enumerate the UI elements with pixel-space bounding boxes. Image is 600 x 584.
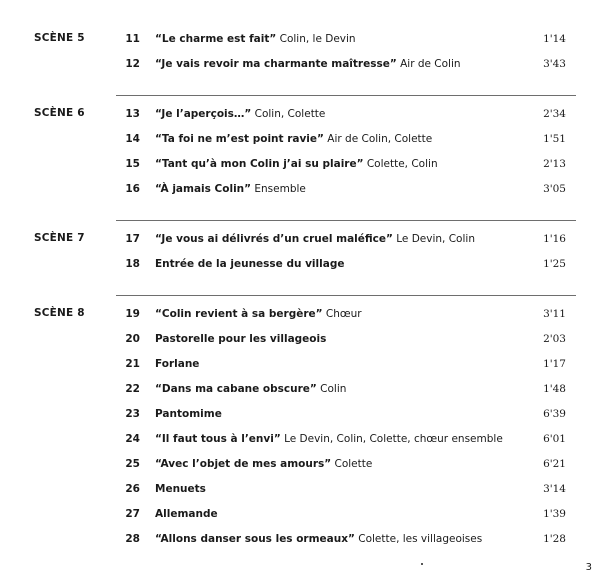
track-title: “Je vais revoir ma charmante maîtresse” — [155, 58, 397, 70]
track-row — [0, 407, 600, 432]
track-title-line — [155, 382, 346, 396]
track-duration: 1'48 — [543, 383, 566, 395]
track-title: Allemande — [155, 508, 218, 520]
track-number: 26 — [125, 483, 140, 495]
track-number: 23 — [125, 408, 140, 420]
track-title-line — [155, 532, 482, 546]
track-number: 16 — [125, 183, 140, 195]
track-title: “Il faut tous à l’envi” — [155, 433, 281, 445]
track-duration: 2'34 — [543, 108, 566, 120]
track-number: 24 — [125, 433, 140, 445]
track-row — [0, 357, 600, 382]
track-title-line — [155, 132, 432, 146]
track-title: “Ta foi ne m’est point ravie” — [155, 133, 324, 145]
track-row — [0, 432, 600, 457]
track-title-line — [155, 232, 475, 246]
track-performers: Le Devin, Colin — [392, 233, 475, 245]
track-number: 22 — [125, 383, 140, 395]
track-title-line — [155, 332, 326, 346]
track-performers: Colin, le Devin — [276, 33, 356, 45]
track-duration: 2'13 — [543, 158, 566, 170]
track-row — [0, 257, 600, 282]
track-performers: Air de Colin — [396, 58, 461, 70]
track-duration: 1'14 — [543, 33, 566, 45]
track-title-line — [155, 307, 362, 321]
track-title: Pastorelle pour les villageois — [155, 333, 327, 345]
track-title-line — [155, 507, 218, 521]
track-row — [0, 132, 600, 157]
track-performers: Colette, Colin — [363, 158, 438, 170]
track-row — [0, 332, 600, 357]
track-performers: Colin — [316, 383, 347, 395]
track-number: 11 — [125, 33, 140, 45]
track-performers: Chœur — [322, 308, 362, 320]
track-performers: Colette, les villageoises — [354, 533, 483, 545]
track-duration: 6'21 — [543, 458, 566, 470]
track-title: “Je vous ai délivrés d’un cruel maléfice” — [155, 233, 393, 245]
track-row — [0, 182, 600, 207]
scene-label: SCÈNE 7 — [34, 232, 85, 244]
track-number: 12 — [125, 58, 140, 70]
track-number: 25 — [125, 458, 140, 470]
track-duration: 3'11 — [543, 308, 566, 320]
track-duration: 2'03 — [543, 333, 566, 345]
track-number: 13 — [125, 108, 140, 120]
track-duration: 3'14 — [543, 483, 566, 495]
track-title-line — [155, 257, 344, 271]
track-row — [0, 507, 600, 532]
track-performers: Colin, Colette — [251, 108, 326, 120]
track-title: “Allons danser sous les ormeaux” — [155, 533, 355, 545]
track-duration: 3'05 — [543, 183, 566, 195]
scene-label: SCÈNE 6 — [34, 107, 85, 119]
track-number: 21 — [125, 358, 140, 370]
track-title: “Avec l’objet de mes amours” — [155, 458, 332, 470]
track-row — [0, 532, 600, 557]
track-title: “Je l’aperçois…” — [155, 108, 252, 120]
track-number: 18 — [125, 258, 140, 270]
track-row — [0, 57, 600, 82]
track-number: 15 — [125, 158, 140, 170]
track-duration: 6'01 — [543, 433, 566, 445]
scene-label: SCÈNE 5 — [34, 32, 85, 44]
track-duration: 6'39 — [543, 408, 566, 420]
track-row — [0, 232, 600, 257]
track-duration: 1'51 — [543, 133, 566, 145]
track-number: 14 — [125, 133, 140, 145]
track-row — [0, 307, 600, 332]
track-title-line — [155, 107, 325, 121]
page-number: 3 — [585, 562, 592, 573]
track-number: 28 — [125, 533, 140, 545]
track-row — [0, 32, 600, 57]
scene-separator — [116, 220, 576, 221]
track-duration: 1'39 — [543, 508, 566, 520]
track-performers: Colette — [331, 458, 373, 470]
track-row — [0, 457, 600, 482]
scene-separator — [116, 295, 576, 296]
scene-label: SCÈNE 8 — [34, 307, 85, 319]
track-title: “À jamais Colin” — [155, 183, 252, 195]
track-duration: 1'25 — [543, 258, 566, 270]
track-number: 17 — [125, 233, 140, 245]
track-row — [0, 157, 600, 182]
track-duration: 3'43 — [543, 58, 566, 70]
track-title-line — [155, 407, 222, 421]
track-title-line — [155, 57, 461, 71]
track-duration: 1'28 — [543, 533, 566, 545]
track-title-line — [155, 182, 306, 196]
track-title-line — [155, 32, 356, 46]
track-title-line — [155, 157, 438, 171]
track-title-line — [155, 432, 503, 446]
track-performers: Ensemble — [251, 183, 306, 195]
stray-dot — [421, 563, 423, 565]
track-row — [0, 382, 600, 407]
track-title: Entrée de la jeunesse du village — [155, 258, 345, 270]
track-title: Forlane — [155, 358, 200, 370]
track-title: “Tant qu’à mon Colin j’ai su plaire” — [155, 158, 364, 170]
track-number: 19 — [125, 308, 140, 320]
track-title-line — [155, 357, 199, 371]
track-title: “Le charme est fait” — [155, 33, 277, 45]
scene-separator — [116, 95, 576, 96]
track-title-line — [155, 457, 372, 471]
track-number: 27 — [125, 508, 140, 520]
track-duration: 1'17 — [543, 358, 566, 370]
track-row — [0, 107, 600, 132]
track-performers: Air de Colin, Colette — [323, 133, 433, 145]
track-title: “Dans ma cabane obscure” — [155, 383, 317, 395]
track-title: “Colin revient à sa bergère” — [155, 308, 323, 320]
track-title-line — [155, 482, 206, 496]
track-performers: Le Devin, Colin, Colette, chœur ensemble — [280, 433, 503, 445]
track-row — [0, 482, 600, 507]
track-title: Menuets — [155, 483, 206, 495]
track-title: Pantomime — [155, 408, 222, 420]
track-number: 20 — [125, 333, 140, 345]
track-duration: 1'16 — [543, 233, 566, 245]
